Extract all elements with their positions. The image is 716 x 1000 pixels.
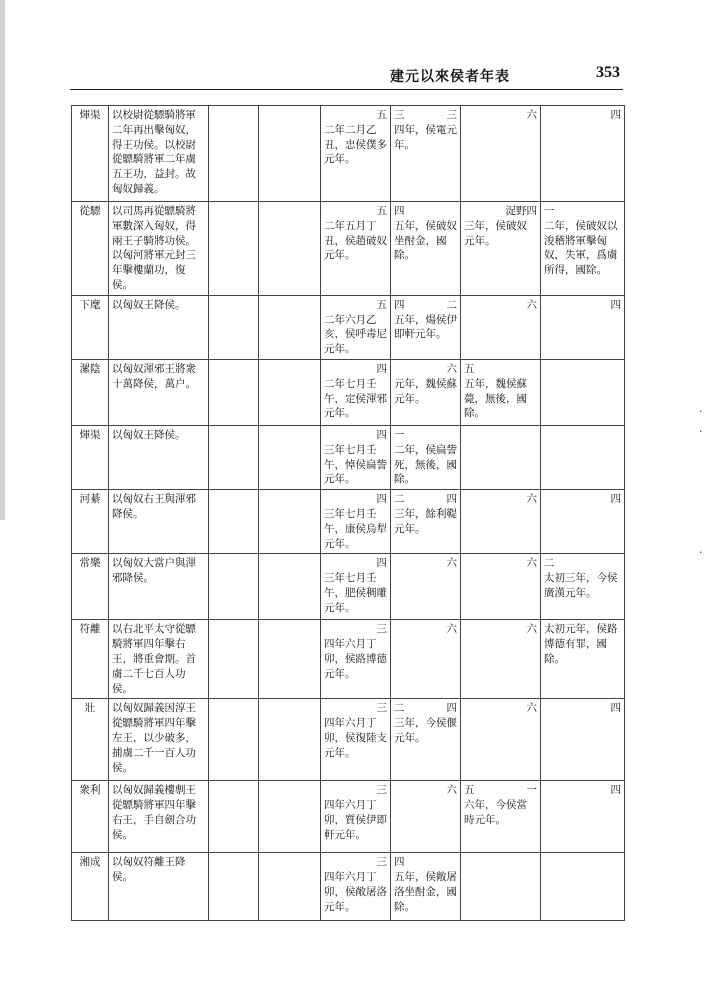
- year-count: 二: [544, 557, 555, 570]
- empty-cell: [259, 202, 321, 296]
- empty-cell: [259, 295, 321, 359]
- empty-cell: [259, 554, 321, 620]
- year-count: 五: [376, 298, 387, 311]
- year-count: 三: [376, 784, 387, 797]
- enfeoffment-text: 三年七月壬午，康侯烏犁元年。: [324, 507, 387, 550]
- year-count: 六: [526, 623, 537, 636]
- year-count: 三: [446, 109, 457, 121]
- merit-description: 以匈奴歸義樓剸王從驃騎將軍四年擊右王，手自劍合功侯。: [109, 781, 209, 853]
- period-text: 二年，侯破奴以浚稽將軍擊匈奴，失軍，爲虜所得，國除。: [544, 219, 618, 277]
- year-count: 五: [376, 205, 387, 217]
- empty-cell: [209, 295, 259, 359]
- period-cell: [391, 620, 461, 699]
- period-cell: [541, 359, 625, 425]
- enfeoffment-cell: [321, 295, 391, 359]
- empty-cell: [209, 202, 259, 296]
- enfeoffment-cell: [321, 781, 391, 853]
- merit-description: 以匈奴大當户與渾邪降侯。: [109, 554, 209, 620]
- period-text: 五年，侯敞屠洛坐酎金，國除。: [394, 871, 457, 913]
- period-text: 三年，餘利鞮元年。: [394, 507, 457, 535]
- empty-cell: [259, 106, 321, 202]
- table-row: [72, 202, 625, 296]
- year-count: 二: [394, 493, 405, 506]
- year-count: 二: [446, 298, 457, 311]
- period-cell: [461, 359, 541, 425]
- period-cell: [541, 295, 625, 359]
- state-name: 漯陰: [72, 359, 109, 425]
- year-count: 六: [446, 623, 457, 636]
- period-cell: [541, 781, 625, 853]
- merit-description: 以校尉從驃騎將軍二年再出擊匈奴，得王功侯。以校尉從驃騎將軍二年虜五王功，益封。故匈奴歸義。: [109, 106, 209, 202]
- period-cell: [461, 490, 541, 554]
- period-cell: [391, 202, 461, 296]
- period-cell: [461, 554, 541, 620]
- enfeoffment-text: 四年六月丁卯，侯敞屠洛元年。: [324, 871, 387, 913]
- enfeoffment-cell: [321, 202, 391, 296]
- period-cell: [391, 781, 461, 853]
- period-text: 三年，侯破奴元年。: [464, 219, 527, 247]
- year-count: 四: [610, 109, 621, 121]
- period-cell: [541, 490, 625, 554]
- merit-description: 以匈奴歸義因淳王從驃騎將軍四年擊左王，以少破多，捕虜二千一百人功侯。: [109, 699, 209, 781]
- period-cell: [461, 106, 541, 202]
- empty-cell: [209, 853, 259, 921]
- table-row: [72, 490, 625, 554]
- enfeoffment-text: 三年七月壬午，肥侯稠雕元年。: [324, 572, 387, 614]
- scan-edge-shadow: [0, 0, 5, 520]
- state-name: 符離: [72, 620, 109, 699]
- period-text: 五年，魏侯蘇薨，無後，國除。: [464, 377, 527, 420]
- state-name: 煇渠: [72, 106, 109, 202]
- empty-cell: [259, 853, 321, 921]
- header-rule: [70, 89, 623, 90]
- enfeoffment-cell: [321, 359, 391, 425]
- table-row: [72, 106, 625, 202]
- page-number: 353: [596, 64, 620, 81]
- year-count: 四: [376, 362, 387, 375]
- period-text: 四年，侯電元年。: [394, 123, 457, 151]
- year-count: 四: [610, 702, 621, 715]
- period-text: 太初元年，侯路博德有罪，國除。: [544, 623, 618, 665]
- table-row: [72, 359, 625, 425]
- year-count: 六: [526, 702, 537, 715]
- enfeoffment-text: 二年七月壬午，定侯渾邪元年。: [324, 377, 387, 420]
- period-cell: [391, 554, 461, 620]
- period-cell: [391, 106, 461, 202]
- merit-description: 以匈奴王降侯。: [109, 425, 209, 489]
- enfeoffment-cell: [321, 425, 391, 489]
- period-text: 三年，今侯偃元年。: [394, 717, 457, 744]
- enfeoffment-cell: [321, 620, 391, 699]
- year-count: 六: [446, 784, 457, 797]
- period-cell: [541, 853, 625, 921]
- table-row: [72, 699, 625, 781]
- state-name: 衆利: [72, 781, 109, 853]
- year-count: 四: [394, 298, 405, 311]
- empty-cell: [209, 359, 259, 425]
- state-name: 壯: [72, 699, 109, 781]
- period-text: 六年，今侯當時元年。: [464, 799, 527, 826]
- margin-mark: ·: [699, 425, 703, 438]
- period-cell: [461, 781, 541, 853]
- year-count: 六: [446, 557, 457, 570]
- empty-cell: [209, 106, 259, 202]
- empty-cell: [259, 425, 321, 489]
- enfeoffment-text: 四年六月丁卯，質侯伊即軒元年。: [324, 799, 387, 841]
- year-count: 四: [446, 702, 457, 715]
- period-text: 五年，煬侯伊即軒元年。: [394, 313, 457, 341]
- margin-mark: ·: [699, 546, 703, 559]
- period-cell: [391, 425, 461, 489]
- empty-cell: [209, 554, 259, 620]
- empty-cell: [259, 620, 321, 699]
- year-count: 一: [544, 205, 555, 217]
- page-header: [70, 64, 620, 86]
- period-cell: [541, 202, 625, 296]
- period-cell: [461, 295, 541, 359]
- year-count: 三: [394, 109, 405, 121]
- empty-cell: [259, 781, 321, 853]
- year-count: 四: [610, 493, 621, 506]
- period-cell: [461, 620, 541, 699]
- marquis-table: [71, 105, 625, 921]
- merit-description: 以匈奴符離王降侯。: [109, 853, 209, 921]
- period-cell: [541, 554, 625, 620]
- year-count: 四: [610, 784, 621, 797]
- merit-description: 以匈奴王降侯。: [109, 295, 209, 359]
- running-title: 建元以來侯者年表: [390, 69, 510, 85]
- enfeoffment-text: 二年六月乙亥，侯呼毒尼元年。: [324, 313, 387, 356]
- table-row: [72, 554, 625, 620]
- period-cell: [391, 490, 461, 554]
- year-count: 四: [376, 493, 387, 506]
- empty-cell: [259, 359, 321, 425]
- year-count: 六: [526, 298, 537, 311]
- period-cell: [461, 202, 541, 296]
- period-cell: [541, 620, 625, 699]
- year-count: 一: [526, 784, 537, 797]
- period-cell: [541, 425, 625, 489]
- year-count: 四: [446, 493, 457, 506]
- year-count: 四: [376, 428, 387, 441]
- period-cell: [461, 853, 541, 921]
- state-name: 湘成: [72, 853, 109, 921]
- state-name: 常樂: [72, 554, 109, 620]
- empty-cell: [259, 699, 321, 781]
- enfeoffment-text: 三年七月壬午，悼侯扁訾元年。: [324, 443, 387, 486]
- merit-description: 以匈奴右王與渾邪降侯。: [109, 490, 209, 554]
- empty-cell: [209, 425, 259, 489]
- period-cell: [541, 699, 625, 781]
- year-count: 五: [376, 109, 387, 121]
- year-count: 四: [394, 856, 405, 869]
- year-count: 六: [526, 109, 537, 121]
- empty-cell: [209, 781, 259, 853]
- period-text: 元年，魏侯蘇元年。: [394, 377, 457, 405]
- year-count: 四: [376, 557, 387, 570]
- state-name: 河綦: [72, 490, 109, 554]
- year-count: 三: [376, 702, 387, 715]
- period-cell: [391, 853, 461, 921]
- period-cell: [391, 295, 461, 359]
- table-row: [72, 781, 625, 853]
- period-cell: [391, 359, 461, 425]
- enfeoffment-text: 四年六月丁卯，侯復陸支元年。: [324, 717, 387, 759]
- table-row: [72, 425, 625, 489]
- period-cell: [391, 699, 461, 781]
- year-count: 浞野四: [505, 205, 537, 217]
- year-count: 六: [526, 493, 537, 506]
- year-count: 四: [394, 205, 405, 217]
- period-text: 太初三年，今侯廣漢元年。: [544, 572, 618, 599]
- period-cell: [461, 699, 541, 781]
- margin-mark: ·: [699, 405, 703, 418]
- year-count: 六: [526, 557, 537, 570]
- merit-description: 以司馬再從驃騎將軍數深入匈奴，得兩王子騎將功侯。以匈河將軍元封三年擊樓蘭功，復侯。: [109, 202, 209, 296]
- period-cell: [461, 425, 541, 489]
- year-count: 五: [464, 784, 475, 797]
- merit-description: 以右北平太守從驃騎將軍四年擊右王，將重會期。首虜二千七百人功侯。: [109, 620, 209, 699]
- year-count: 四: [610, 298, 621, 311]
- table-row: [72, 295, 625, 359]
- state-name: 下麾: [72, 295, 109, 359]
- year-count: 二: [394, 702, 405, 715]
- state-name: 從驃: [72, 202, 109, 296]
- enfeoffment-cell: [321, 853, 391, 921]
- year-count: 三: [376, 856, 387, 869]
- enfeoffment-text: 二年二月乙丑，忠侯僕多元年。: [324, 123, 387, 166]
- empty-cell: [209, 699, 259, 781]
- merit-description: 以匈奴渾邪王將衆十萬降侯，萬户。: [109, 359, 209, 425]
- enfeoffment-cell: [321, 699, 391, 781]
- period-text: 二年，侯扁訾死，無後，國除。: [394, 443, 457, 486]
- period-cell: [541, 106, 625, 202]
- enfeoffment-cell: [321, 554, 391, 620]
- table-row: [72, 853, 625, 921]
- enfeoffment-cell: [321, 490, 391, 554]
- year-count: 六: [446, 362, 457, 375]
- table-row: [72, 620, 625, 699]
- empty-cell: [209, 620, 259, 699]
- empty-cell: [259, 490, 321, 554]
- year-count: 一: [394, 428, 405, 441]
- enfeoffment-text: 二年五月丁丑，侯趙破奴元年。: [324, 219, 387, 262]
- period-text: 五年，侯破奴坐酎金，國除。: [394, 219, 457, 262]
- enfeoffment-cell: [321, 106, 391, 202]
- empty-cell: [209, 490, 259, 554]
- enfeoffment-text: 四年六月丁卯，侯路博德元年。: [324, 638, 387, 680]
- state-name: 煇渠: [72, 425, 109, 489]
- year-count: 五: [464, 362, 475, 375]
- year-count: 三: [376, 623, 387, 636]
